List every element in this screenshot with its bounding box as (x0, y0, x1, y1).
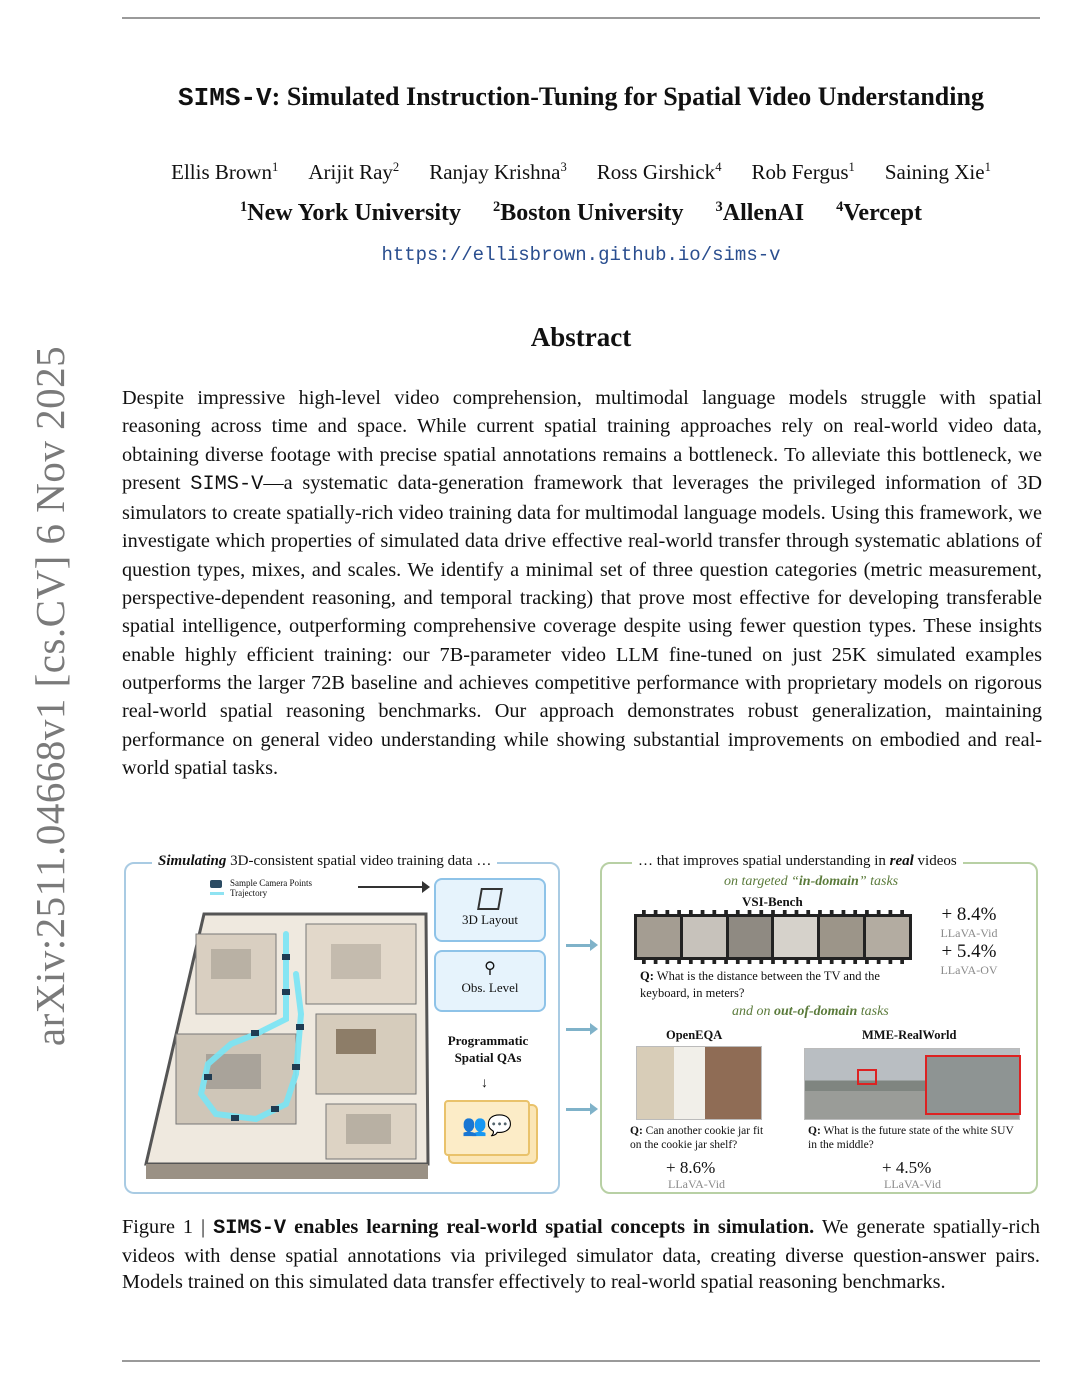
author: Ellis Brown$^1$ (171, 160, 279, 184)
author: Saining Xie$^1$ (884, 160, 991, 184)
transfer-arrow (566, 1108, 592, 1111)
obs-level-box: ⚲ Obs. Level (434, 950, 546, 1012)
openeqa-question: Q: Can another cookie jar fit on the cookie jar shelf? (630, 1125, 764, 1151)
location-pin-icon: ⚲ (484, 960, 496, 977)
cube-icon (477, 888, 503, 910)
qa-cards-icon (444, 1100, 530, 1156)
floorplan-illustration (136, 894, 436, 1189)
programmatic-qas-label: Programmatic Spatial QAs (447, 1033, 529, 1065)
openeqa-image (636, 1046, 762, 1120)
bottom-rule (122, 1360, 1040, 1362)
in-domain-label: on targeted “in-domain” tasks (724, 874, 899, 889)
transfer-arrow (566, 944, 592, 947)
paper-title (122, 82, 1040, 113)
zoom-box (925, 1055, 1021, 1115)
legend-arrow (358, 886, 424, 888)
title-acronym: SIMS-V (178, 83, 272, 113)
arxiv-identifier[interactable]: arXiv:2511.04668v1 [cs.CV] 6 Nov 2025 (27, 345, 73, 1047)
highlight-box (857, 1069, 877, 1085)
top-rule (122, 17, 1040, 19)
openeqa-gain: + 8.6% (666, 1158, 716, 1177)
people-chat-icon: 👥💬 (462, 1115, 512, 1137)
legend-arrow-head (422, 881, 430, 893)
down-arrow-icon: ↓ (481, 1076, 488, 1091)
author: Ross Girshick$^4$ (596, 160, 722, 184)
affiliation-list (122, 200, 1040, 227)
mme-model: LLaVA-Vid (884, 1177, 942, 1191)
author: Arijit Ray$^2$ (308, 160, 400, 184)
figure-right-panel (600, 853, 1038, 1194)
abstract-heading: Abstract (530, 322, 632, 352)
mme-realworld-title: MME-RealWorld (862, 1028, 957, 1042)
figure-left-panel (124, 853, 560, 1194)
3d-layout-box: 3D Layout (434, 878, 546, 942)
camera-icon (210, 880, 222, 888)
left-panel-title: Simulating 3D-consistent spatial video training data … (152, 853, 497, 870)
author-list (122, 160, 1040, 185)
vsi-video-strip (634, 910, 912, 964)
figure-caption: Figure 1 | SIMS-V enables learning real-world spatial concepts in simulation. We generate spatially-rich videos with dense spatial annotations via privileged simulator data, creating diverse question-answer pairs. Models trained on this simulated data transfer effectively to real-world spatial reasoning benchmarks. (122, 1216, 1040, 1293)
openeqa-model: LLaVA-Vid (668, 1177, 726, 1191)
author: Ranjay Krishna$^3$ (429, 160, 567, 184)
mme-gain: + 4.5% (882, 1158, 932, 1177)
project-url-link[interactable]: https://ellisbrown.github.io/sims-v (381, 244, 781, 266)
author: Rob Fergus$^1$ (751, 160, 855, 184)
affiliation: $^2$Boston University (493, 199, 684, 226)
affiliation: $^4$Vercept (836, 199, 922, 226)
vsi-question: Q: What is the distance between the TV and the keyboard, in meters? (640, 969, 880, 1000)
transfer-arrow (566, 1028, 592, 1031)
openeqa-title: OpenEQA (666, 1028, 723, 1042)
vsi-bench-title: VSI-Bench (742, 894, 803, 909)
mme-question: Q: What is the future state of the white SUV in the middle? (808, 1125, 1014, 1151)
legend: Sample Camera Points Trajectory (230, 878, 312, 898)
right-panel-title: … that improves spatial understanding in real videos (632, 853, 963, 870)
out-of-domain-label: and on out-of-domain tasks (732, 1004, 889, 1019)
mme-image (804, 1048, 1020, 1120)
abstract-body: Despite impressive high-level video comprehension, multimodal language models struggle with spatial reasoning across time and space. While current spatial training approaches rely on real-world video data, obtaining diverse footage with precise spatial annotations remains a bottleneck. To alleviate this bottleneck, we present SIMS-V—a systematic data-generation framework that leverages the privileged information of 3D simulators to create spatially-rich video training data for multimodal language models. Using this framework, we investigate which properties of simulated data drive effective real-world transfer through systematic ablations of question types, mixes, and scales. We identify a minimal set of three question categories (metric measurement, perspective-dependent reasoning, and temporal tracking) that prove most effective for developing transferable spatial intelligence, outperforming comprehensive coverage despite using fewer question types. These insights enable highly efficient training: our 7B-parameter video LLM fine-tuned on just 25K simulated examples outperforms the larger 72B baseline and achieves competitive performance with proprietary models on rigorous real-world spatial reasoning benchmarks. Our approach demonstrates robust generalization, maintaining performance on general video understanding while showing substantial improvements on embodied and real-world spatial tasks. (122, 387, 1042, 779)
vsi-results: + 8.4% LLaVA-Vid + 5.4% LLaVA-OV (940, 904, 998, 977)
title-rest: : Simulated Instruction-Tuning for Spatial Video Understanding (271, 82, 984, 111)
affiliation: $^3$AllenAI (715, 199, 805, 226)
affiliation: $^1$New York University (240, 199, 461, 226)
